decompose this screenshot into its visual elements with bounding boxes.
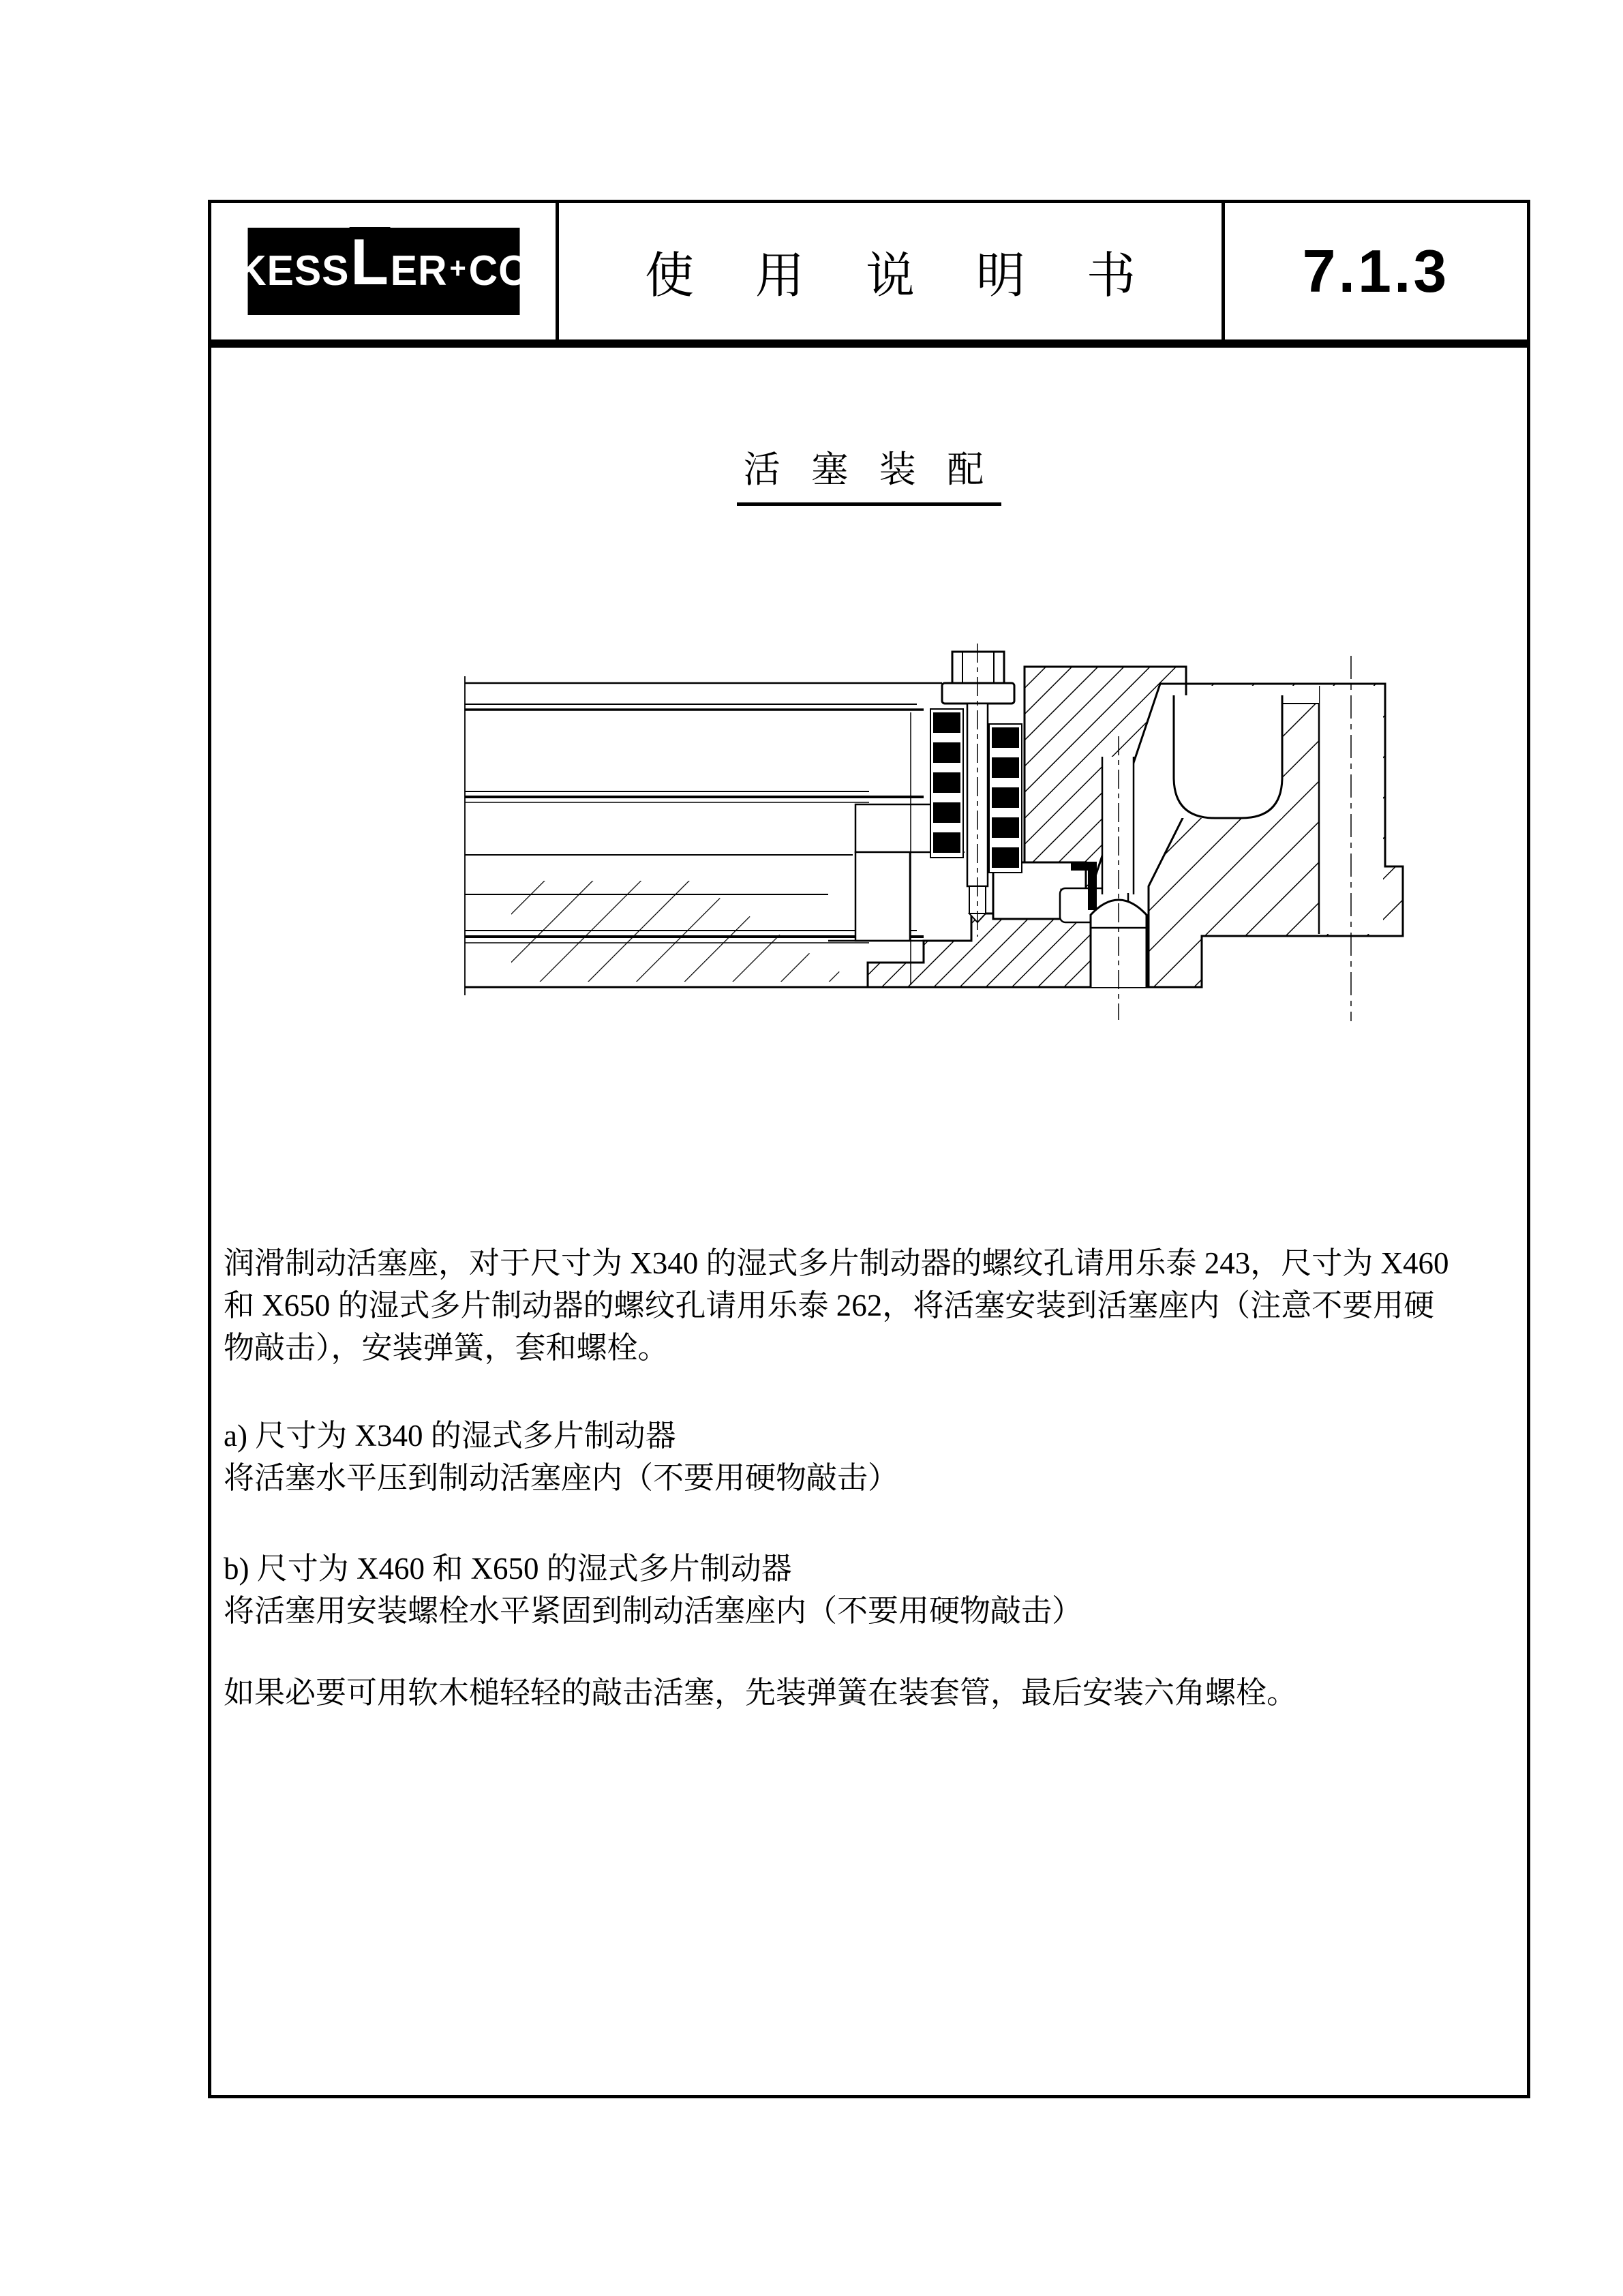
intro-line: 物敲击），安装弹簧，套和螺栓。 [224, 1331, 669, 1365]
kessler-logo [237, 226, 530, 315]
header-row [211, 203, 1527, 348]
page-title: 活 塞 装 配 [737, 440, 1002, 506]
doc-number: 7.1.3 [1302, 237, 1450, 305]
logo-text: KESS [237, 247, 349, 294]
bolt-head [952, 652, 1004, 683]
intro-line: 和 X650 的湿式多片制动器的螺纹孔请用乐泰 262，将活塞安装到活塞座内（注意不要用硬 [224, 1288, 1435, 1323]
intro-line: 润滑制动活塞座，对于尺寸为 X340 的湿式多片制动器的螺纹孔请用乐泰 243，尺寸为 X460 [224, 1246, 1449, 1280]
section-b-body: 将活塞用安装螺栓水平紧固到制动活塞座内（不要用硬物敲击） [224, 1594, 1083, 1628]
closing-paragraph: 如果必要可用软木槌轻轻的敲击活塞，先装弹簧在装套管，最后安装六角螺栓。 [224, 1676, 1298, 1710]
seat-pocket [1174, 695, 1282, 818]
bolt-washer [942, 683, 1014, 704]
section-b-heading: b) 尺寸为 X460 和 X650 的湿式多片制动器 [224, 1552, 792, 1586]
logo-tall-l: L [350, 226, 389, 299]
doc-number-cell [1225, 203, 1527, 339]
section-a-body: 将活塞水平压到制动活塞座内（不要用硬物敲击） [224, 1461, 899, 1495]
seal-section [1071, 862, 1097, 871]
logo-text: CO [468, 247, 530, 294]
intro-paragraph [224, 1242, 1520, 1369]
logo-cell [211, 203, 559, 339]
page-title-row [211, 440, 1527, 506]
manual-title-cell [559, 203, 1225, 339]
logo-plus-icon: + [449, 252, 467, 285]
logo-text: ER [390, 247, 448, 294]
page-frame [208, 200, 1530, 2098]
piston-assembly-drawing [446, 641, 1408, 1043]
section-a-heading: a) 尺寸为 X340 的湿式多片制动器 [224, 1419, 676, 1453]
manual-title: 使 用 说 明 书 [644, 249, 1160, 303]
